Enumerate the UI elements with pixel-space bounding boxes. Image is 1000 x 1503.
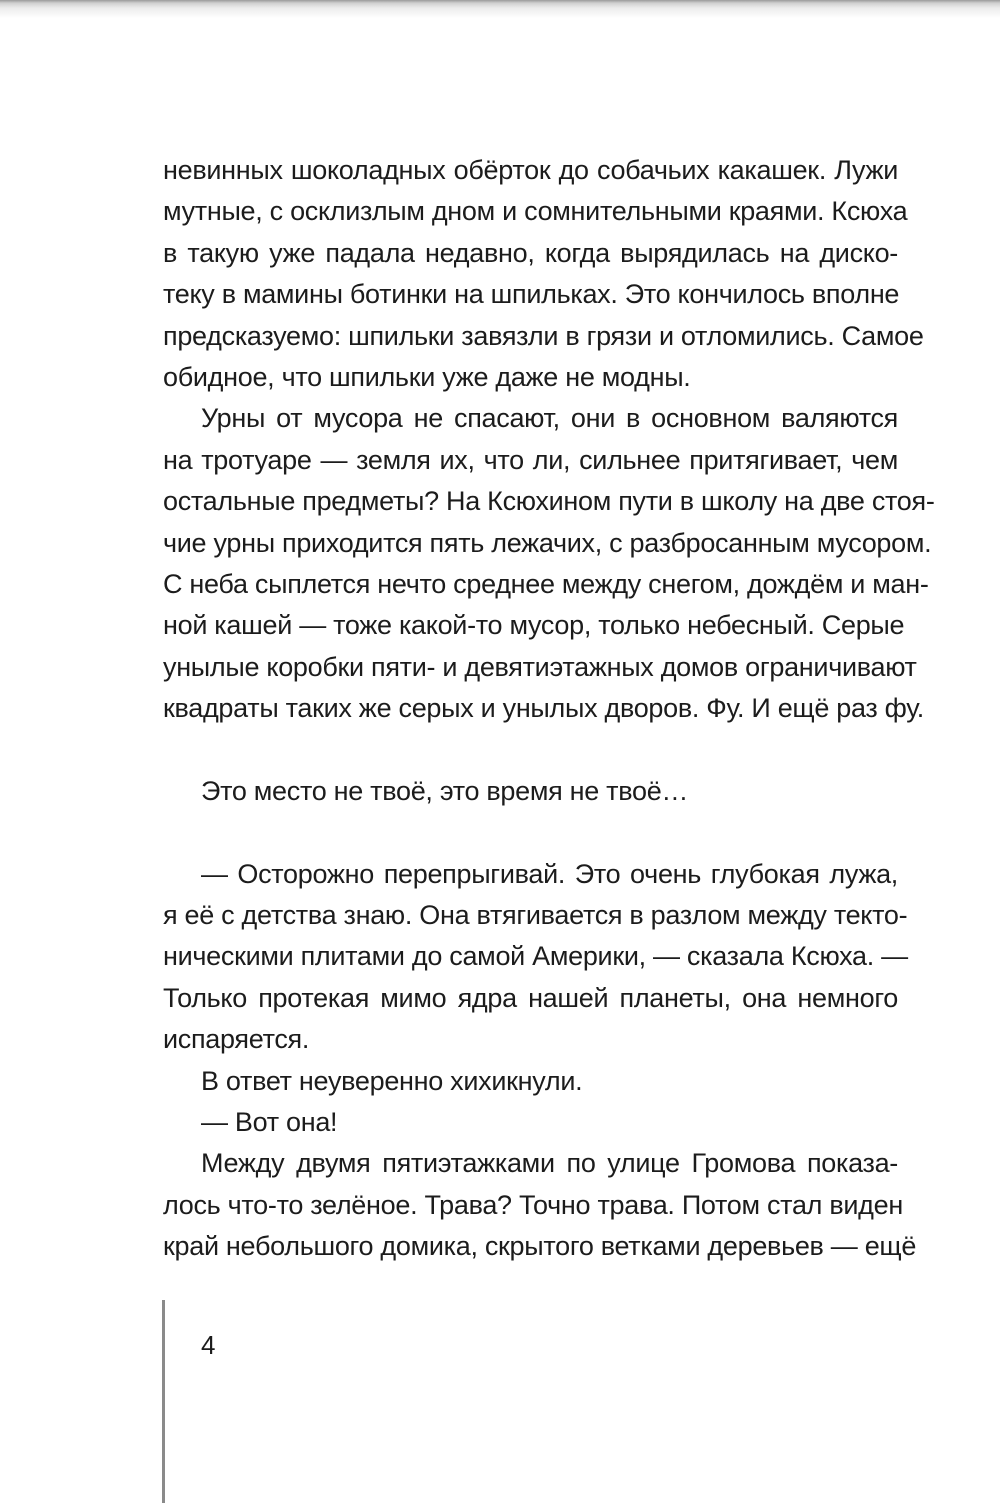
paragraph-3-italic-line — [163, 771, 898, 812]
text-line: я её с детства знаю. Она втягивается в разлом между текто- — [163, 900, 908, 931]
text-line: в такую уже падала недавно, когда вырядилась на диско- — [163, 237, 898, 268]
text-line: Это место не твоё, это время не твоё… — [201, 775, 689, 806]
text-line: обидное, что шпильки уже даже не модны. — [163, 361, 691, 392]
section-gap — [163, 729, 898, 770]
text-line: край небольшого домика, скрытого ветками деревьев — ещё — [163, 1231, 917, 1262]
text-line: испаряется. — [163, 1024, 310, 1055]
paragraph-7 — [163, 1143, 917, 1267]
text-line: Между двумя пятиэтажками по улице Громова показа- — [201, 1148, 898, 1179]
paragraph-4-dialogue — [163, 854, 908, 1061]
text-line: теку в мамины ботинки на шпильках. Это кончилось вполне — [163, 279, 900, 310]
text-line: Урны от мусора не спасают, они в основном валяются — [201, 403, 898, 434]
text-line: Только протекая мимо ядра нашей планеты, она немного — [163, 982, 898, 1013]
text-line: остальные предметы? На Ксюхином пути в школу на две стоя- — [163, 486, 935, 517]
viewer-top-edge — [0, 0, 1000, 18]
paragraph-5 — [163, 1061, 898, 1102]
text-line: В ответ неуверенно хихикнули. — [201, 1065, 583, 1096]
text-line: С неба сыплется нечто среднее между снегом, дождём и ман- — [163, 568, 929, 599]
page-margin-rule — [162, 1300, 165, 1503]
text-line: чие урны приходится пять лежачих, с разбросанным мусором. — [163, 527, 932, 558]
paragraph-6-dialogue — [163, 1102, 898, 1143]
page-body — [163, 150, 935, 1268]
text-line: на тротуаре — земля их, что ли, сильнее притягивает, чем — [163, 444, 898, 475]
section-gap — [163, 812, 898, 853]
text-line: предсказуемо: шпильки завязли в грязи и отломились. Самое — [163, 320, 924, 351]
paragraph-1 — [163, 150, 924, 398]
text-line: — Вот она! — [201, 1106, 338, 1137]
text-line: ническими плитами до самой Америки, — сказала Ксюха. — — [163, 941, 908, 972]
page-number: 4 — [201, 1330, 216, 1360]
text-line: мутные, с осклизлым дном и сомнительными краями. Ксюха — [163, 196, 908, 227]
paragraph-2 — [163, 398, 935, 729]
text-line: ной кашей — тоже какой-то мусор, только небесный. Серые — [163, 610, 905, 641]
text-line: квадраты таких же серых и унылых дворов. Фу. И ещё раз фу. — [163, 693, 924, 724]
text-line: унылые коробки пяти- и девятиэтажных домов ограничивают — [163, 651, 917, 682]
text-line: невинных шоколадных обёрток до собачьих какашек. Лужи — [163, 155, 898, 185]
text-line: — Осторожно перепрыгивай. Это очень глубокая лужа, — [201, 858, 898, 889]
text-line: лось что-то зелёное. Трава? Точно трава. Потом стал виден — [163, 1189, 903, 1220]
